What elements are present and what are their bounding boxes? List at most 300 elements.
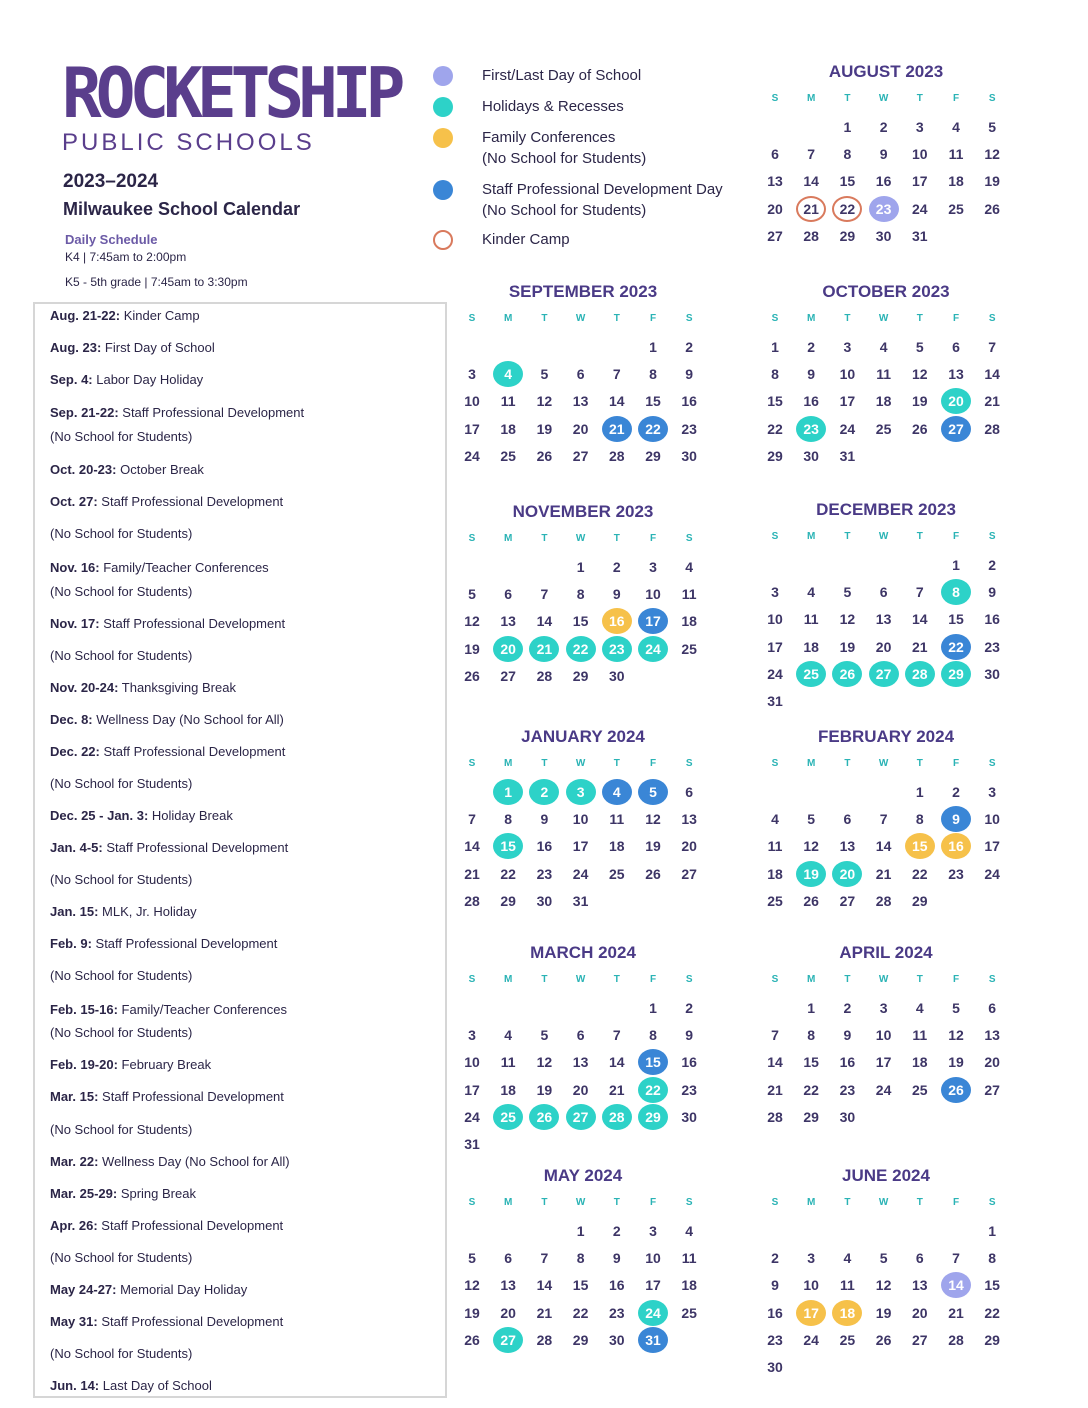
calendar-day: 27 (869, 661, 899, 687)
calendar-day: 4 (685, 1223, 694, 1239)
calendar-day: 13 (767, 173, 783, 190)
calendar-day: 9 (807, 366, 816, 383)
calendar-day: 24 (464, 1108, 480, 1125)
calendar-day: 26 (832, 661, 862, 687)
event-description: Staff Professional Development (98, 1089, 284, 1104)
calendar-day: 13 (839, 838, 856, 855)
calendar-day: 9 (941, 806, 971, 832)
event-date: Mar. 25-29: (50, 1186, 118, 1201)
calendar-day: 2 (685, 339, 694, 355)
calendar-day: 30 (984, 665, 1000, 682)
weekday-header: M (807, 758, 816, 769)
weekday-header: S (988, 93, 996, 104)
event-description: Staff Professional Development (91, 936, 278, 951)
calendar-day: 23 (984, 638, 1000, 655)
calendar-day: 15 (638, 1049, 668, 1075)
calendar-day: 11 (912, 1027, 928, 1044)
calendar-day: 3 (807, 1250, 816, 1267)
calendar-day: 1 (807, 1000, 816, 1016)
calendar-day: 22 (912, 865, 928, 882)
event-description: (No School for Students) (50, 1250, 193, 1265)
calendar-day: 15 (948, 611, 964, 628)
calendar-day: 4 (843, 1250, 852, 1267)
event-entry (50, 372, 203, 387)
weekday-header: F (649, 758, 657, 769)
month-title: MAY 2024 (543, 1166, 623, 1185)
weekday-header: S (771, 93, 779, 104)
event-date: Feb. 15-16: (50, 1002, 118, 1017)
calendar-day: 4 (879, 339, 888, 355)
weekday-header: T (916, 758, 923, 769)
month-title: FEBRUARY 2024 (817, 727, 955, 746)
calendar-day: 10 (645, 586, 661, 603)
weekday-header: S (468, 1197, 476, 1208)
calendar-day: 23 (948, 865, 964, 882)
event-description: Staff Professional Development (99, 744, 286, 759)
weekday-header: F (649, 974, 657, 985)
event-description: February Break (117, 1057, 212, 1072)
calendar-day: 3 (468, 366, 476, 383)
event-entry (50, 429, 192, 444)
legend-label: Holidays & Recesses (482, 98, 624, 115)
calendar-day: 19 (464, 1304, 480, 1321)
calendar-day: 10 (839, 366, 856, 383)
calendar-day: 2 (879, 119, 888, 135)
calendar-day: 12 (948, 1027, 964, 1044)
calendar-day: 17 (767, 638, 783, 655)
calendar-day: 23 (609, 1304, 625, 1321)
weekday-header: T (844, 313, 851, 324)
calendar-day: 22 (767, 420, 783, 437)
calendar-day: 5 (468, 1250, 476, 1267)
calendar-day: 7 (952, 1250, 960, 1267)
event-entry (50, 808, 233, 823)
event-description: Labor Day Holiday (92, 372, 204, 387)
calendar-day: 6 (685, 784, 694, 800)
calendar-day: 12 (875, 1277, 892, 1294)
calendar-day: 24 (912, 200, 928, 217)
weekday-header: T (844, 1197, 851, 1208)
event-date: Dec. 22: (50, 744, 100, 759)
month-title: APRIL 2024 (839, 943, 933, 962)
calendar-day: 14 (609, 1054, 625, 1071)
event-date: Feb. 9: (50, 936, 92, 951)
event-description: Thanksgiving Break (118, 680, 236, 695)
calendar-day: 13 (875, 611, 892, 628)
event-description: Memorial Day Holiday (116, 1282, 248, 1297)
calendar-day: 7 (988, 339, 997, 355)
calendar-day: 4 (685, 559, 694, 575)
event-description: (No School for Students) (50, 776, 193, 791)
event-date: Nov. 16: (50, 560, 100, 575)
calendar-day: 14 (767, 1054, 783, 1071)
calendar-day: 2 (807, 339, 816, 355)
weekday-header: T (613, 758, 620, 769)
calendar-day: 18 (500, 420, 516, 437)
calendar-day: 20 (832, 861, 862, 887)
weekday-header: T (613, 1197, 620, 1208)
legend-dot-pd (433, 180, 453, 200)
calendar-day: 28 (767, 1108, 783, 1125)
calendar-day: 21 (767, 1081, 783, 1098)
month-title: JANUARY 2024 (521, 727, 645, 746)
calendar-day: 12 (464, 1277, 480, 1294)
calendar-day: 19 (875, 1304, 892, 1321)
calendar-day: 6 (504, 1250, 513, 1267)
event-entry (50, 744, 285, 759)
event-description: (No School for Students) (50, 1346, 193, 1361)
weekday-header: S (771, 531, 779, 542)
event-description: (No School for Students) (50, 968, 193, 983)
calendar-day: 14 (803, 173, 819, 190)
calendar-day: 9 (843, 1027, 852, 1044)
month-january-2024 (457, 727, 709, 957)
calendar-day: 3 (915, 119, 924, 135)
calendar-day: 21 (602, 416, 632, 442)
weekday-header: S (685, 758, 693, 769)
weekday-header: T (541, 533, 548, 544)
weekday-header: W (575, 313, 586, 324)
event-date: Dec. 25 - Jan. 3: (50, 808, 149, 823)
calendar-day: 25 (796, 661, 826, 687)
calendar-day: 26 (464, 1331, 480, 1348)
calendar-day: 28 (984, 420, 1000, 437)
calendar-day: 7 (540, 586, 549, 603)
calendar-day: 5 (843, 584, 852, 601)
calendar-day: 24 (464, 447, 480, 464)
event-entry (50, 776, 192, 791)
calendar-day: 6 (915, 1250, 924, 1267)
event-entry (50, 1346, 192, 1361)
calendar-day: 20 (572, 420, 589, 437)
calendar-day: 7 (612, 1027, 621, 1044)
page-title: Milwaukee School Calendar (63, 199, 301, 219)
weekday-header: T (844, 974, 851, 985)
month-march-2024 (457, 943, 709, 1173)
calendar-day: 25 (681, 640, 697, 657)
calendar-day: 7 (915, 584, 924, 601)
weekday-header: S (468, 974, 476, 985)
calendar-day: 12 (803, 838, 819, 855)
calendar-day: 27 (984, 1081, 1000, 1098)
calendar-day: 13 (984, 1027, 1000, 1044)
weekday-header: F (952, 93, 960, 104)
calendar-day: 19 (948, 1054, 964, 1071)
calendar-day: 14 (609, 393, 625, 410)
calendar-day: 5 (807, 811, 816, 828)
weekday-header: F (952, 974, 960, 985)
calendar-day: 3 (566, 779, 596, 805)
weekday-header: M (807, 1197, 816, 1208)
calendar-day: 20 (875, 638, 892, 655)
calendar-day: 13 (948, 366, 964, 383)
calendar-day: 8 (771, 366, 779, 383)
calendar-day: 23 (681, 420, 697, 437)
weekday-header: T (844, 531, 851, 542)
calendar-day: 26 (645, 865, 661, 882)
calendar-day: 19 (464, 640, 480, 657)
calendar-day: 26 (941, 1077, 971, 1103)
calendar-day: 29 (941, 661, 971, 687)
calendar-day: 30 (767, 1359, 783, 1375)
calendar-day: 2 (612, 1223, 621, 1239)
event-description: Last Day of School (99, 1378, 212, 1393)
calendar-day: 1 (952, 557, 960, 573)
calendar-day: 20 (984, 1054, 1000, 1071)
weekday-header: W (878, 313, 889, 324)
event-description: MLK, Jr. Holiday (98, 904, 197, 919)
calendar-day: 28 (609, 447, 625, 464)
calendar-day: 21 (536, 1304, 553, 1321)
weekday-header: S (468, 758, 476, 769)
calendar-day: 1 (649, 339, 657, 355)
calendar-day: 13 (572, 1054, 589, 1071)
weekday-header: S (685, 1197, 693, 1208)
schedule-heading: Daily Schedule (65, 232, 158, 247)
calendar-day: 15 (984, 1277, 1000, 1294)
calendar-day: 10 (767, 611, 783, 628)
calendar-day: 6 (576, 1027, 585, 1044)
calendar-day: 17 (572, 838, 589, 855)
calendar-day: 31 (638, 1327, 668, 1353)
calendar-day: 29 (912, 892, 928, 909)
month-june-2024 (760, 1166, 1012, 1396)
event-date: Nov. 17: (50, 616, 100, 631)
calendar-day: 19 (536, 420, 553, 437)
weekday-header: T (916, 974, 923, 985)
calendar-day: 28 (536, 1331, 553, 1348)
calendar-day: 4 (915, 1000, 924, 1016)
calendar-day: 3 (649, 559, 657, 575)
event-description: (No School for Students) (50, 584, 193, 599)
calendar-day: 16 (984, 611, 1000, 628)
calendar-day: 31 (464, 1136, 480, 1152)
calendar-day: 2 (529, 779, 559, 805)
event-entry (50, 680, 236, 695)
month-february-2024 (760, 727, 1012, 957)
calendar-day: 25 (912, 1081, 928, 1098)
event-description: Staff Professional Development (97, 1218, 284, 1233)
calendar-day: 18 (875, 393, 892, 410)
event-description: Staff Professional Development (102, 840, 289, 855)
calendar-day: 10 (464, 1054, 480, 1071)
calendar-day: 8 (649, 1027, 657, 1044)
calendar-day: 10 (645, 1250, 661, 1267)
calendar-day: 25 (767, 892, 783, 909)
calendar-day: 9 (612, 586, 621, 603)
event-date: Apr. 26: (50, 1218, 98, 1233)
calendar-day: 11 (876, 366, 891, 383)
calendar-day: 23 (602, 636, 632, 662)
calendar-day: 11 (767, 838, 783, 855)
calendar-day: 12 (464, 613, 480, 630)
legend-dot-conf (433, 128, 453, 148)
calendar-day: 14 (912, 611, 928, 628)
calendar-day: 2 (843, 1000, 852, 1016)
calendar-day: 17 (984, 838, 1000, 855)
calendar-day: 28 (948, 1331, 964, 1348)
calendar-day: 11 (948, 146, 964, 163)
calendar-day: 13 (681, 811, 697, 828)
calendar-day: 10 (803, 1277, 819, 1294)
event-description: (No School for Students) (50, 1025, 193, 1040)
weekday-header: F (952, 531, 960, 542)
calendar-day: 14 (941, 1272, 971, 1298)
event-entry (50, 560, 269, 575)
calendar-day: 21 (875, 865, 892, 882)
weekday-header: M (807, 313, 816, 324)
event-description: Staff Professional Development (97, 1314, 284, 1329)
calendar-day: 27 (912, 1331, 928, 1348)
calendar-day: 14 (464, 838, 480, 855)
weekday-header: T (613, 533, 620, 544)
weekday-header: S (988, 758, 996, 769)
weekday-header: F (952, 313, 960, 324)
calendar-day: 16 (767, 1304, 783, 1321)
event-entry (50, 1314, 283, 1329)
calendar-day: 18 (500, 1081, 516, 1098)
weekday-header: M (504, 974, 513, 985)
event-date: Dec. 8: (50, 712, 93, 727)
calendar-day: 15 (803, 1054, 819, 1071)
event-date: Jan. 15: (50, 904, 99, 919)
calendar-day: 9 (540, 811, 549, 828)
calendar-day: 17 (645, 1277, 661, 1294)
event-description: Family/Teacher Conferences (99, 560, 269, 575)
event-entry (50, 1122, 192, 1137)
weekday-header: W (878, 974, 889, 985)
calendar-day: 16 (681, 393, 697, 410)
event-description: Wellness Day (No School for All) (98, 1154, 290, 1169)
calendar-day: 11 (681, 1250, 697, 1267)
calendar-day: 28 (536, 667, 553, 684)
event-entry (50, 405, 304, 420)
calendar-day: 2 (952, 784, 960, 800)
event-entry (50, 616, 285, 631)
calendar-day: 5 (915, 339, 924, 355)
event-entry (50, 840, 288, 855)
calendar-day: 14 (984, 366, 1000, 383)
calendar-day: 27 (572, 447, 589, 464)
weekday-header: T (541, 974, 548, 985)
event-entry (50, 1218, 283, 1233)
calendar-day: 22 (572, 1304, 589, 1321)
weekday-header: M (807, 974, 816, 985)
calendar-day: 16 (609, 1277, 625, 1294)
weekday-header: M (504, 533, 513, 544)
calendar-day: 8 (988, 1250, 997, 1267)
event-description: Holiday Break (148, 808, 233, 823)
calendar-day: 17 (839, 393, 856, 410)
calendar-day: 5 (638, 779, 668, 805)
weekday-header: W (575, 1197, 586, 1208)
calendar-day: 10 (572, 811, 589, 828)
calendar-day: 30 (536, 892, 553, 909)
legend-dot-first (433, 66, 453, 86)
weekday-header: M (504, 313, 513, 324)
weekday-header: S (685, 533, 693, 544)
weekday-header: S (771, 758, 779, 769)
weekday-header: W (575, 533, 586, 544)
calendar-day: 22 (638, 1077, 668, 1103)
calendar-day: 16 (875, 173, 892, 190)
weekday-header: F (649, 313, 657, 324)
event-date: Jan. 4-5: (50, 840, 103, 855)
calendar-day: 27 (493, 1327, 523, 1353)
calendar-day: 7 (771, 1027, 779, 1044)
calendar-day: 4 (602, 779, 632, 805)
calendar-day: 22 (500, 865, 516, 882)
weekday-header: T (541, 1197, 548, 1208)
calendar-day: 1 (576, 559, 585, 575)
calendar-day: 11 (500, 1054, 516, 1071)
calendar-day: 30 (681, 447, 697, 464)
calendar-day: 24 (638, 1300, 668, 1326)
calendar-day: 28 (803, 227, 819, 244)
calendar-day: 24 (803, 1331, 819, 1348)
calendar-day: 3 (649, 1223, 657, 1239)
calendar-day: 6 (771, 146, 779, 163)
weekday-header: T (613, 974, 620, 985)
calendar-day: 8 (649, 366, 657, 383)
calendar-day: 30 (609, 1331, 625, 1348)
calendar-day: 20 (681, 838, 697, 855)
calendar-day: 26 (529, 1104, 559, 1130)
calendar-day: 18 (609, 838, 625, 855)
event-entry (50, 1057, 211, 1072)
calendar-day: 16 (803, 393, 819, 410)
calendar-day: 23 (681, 1081, 697, 1098)
calendar-day: 26 (464, 667, 480, 684)
calendar-day: 29 (767, 447, 783, 464)
event-description: (No School for Students) (50, 526, 193, 541)
calendar-day: 9 (771, 1277, 779, 1294)
event-date: Sep. 4: (50, 372, 93, 387)
calendar-day: 21 (984, 393, 1000, 410)
calendar-day: 4 (952, 119, 960, 135)
calendar-day: 12 (912, 366, 928, 383)
weekday-header: T (916, 1197, 923, 1208)
calendar-day: 29 (572, 1331, 589, 1348)
event-date: May 31: (50, 1314, 98, 1329)
event-entry (50, 872, 192, 887)
weekday-header: F (649, 533, 657, 544)
weekday-header: S (988, 974, 996, 985)
calendar-day: 17 (875, 1054, 892, 1071)
calendar-day: 1 (576, 1223, 585, 1239)
event-entry (50, 1378, 212, 1393)
calendar-day: 25 (875, 420, 892, 437)
calendar-day: 18 (912, 1054, 928, 1071)
event-entry (50, 1282, 247, 1297)
weekday-header: T (613, 313, 620, 324)
calendar-day: 12 (536, 1054, 553, 1071)
calendar-day: 16 (839, 1054, 856, 1071)
legend-dot-kinder (433, 230, 453, 250)
calendar-day: 20 (500, 1304, 516, 1321)
calendar-day: 27 (839, 892, 856, 909)
weekday-header: M (504, 758, 513, 769)
event-entry (50, 1186, 196, 1201)
calendar-day: 25 (839, 1331, 856, 1348)
event-description: October Break (116, 462, 204, 477)
calendar-day: 9 (685, 366, 694, 383)
weekday-header: T (844, 93, 851, 104)
event-entry (50, 712, 284, 727)
calendar-day: 17 (464, 1081, 480, 1098)
calendar-day: 11 (609, 811, 625, 828)
calendar-day: 11 (681, 586, 697, 603)
